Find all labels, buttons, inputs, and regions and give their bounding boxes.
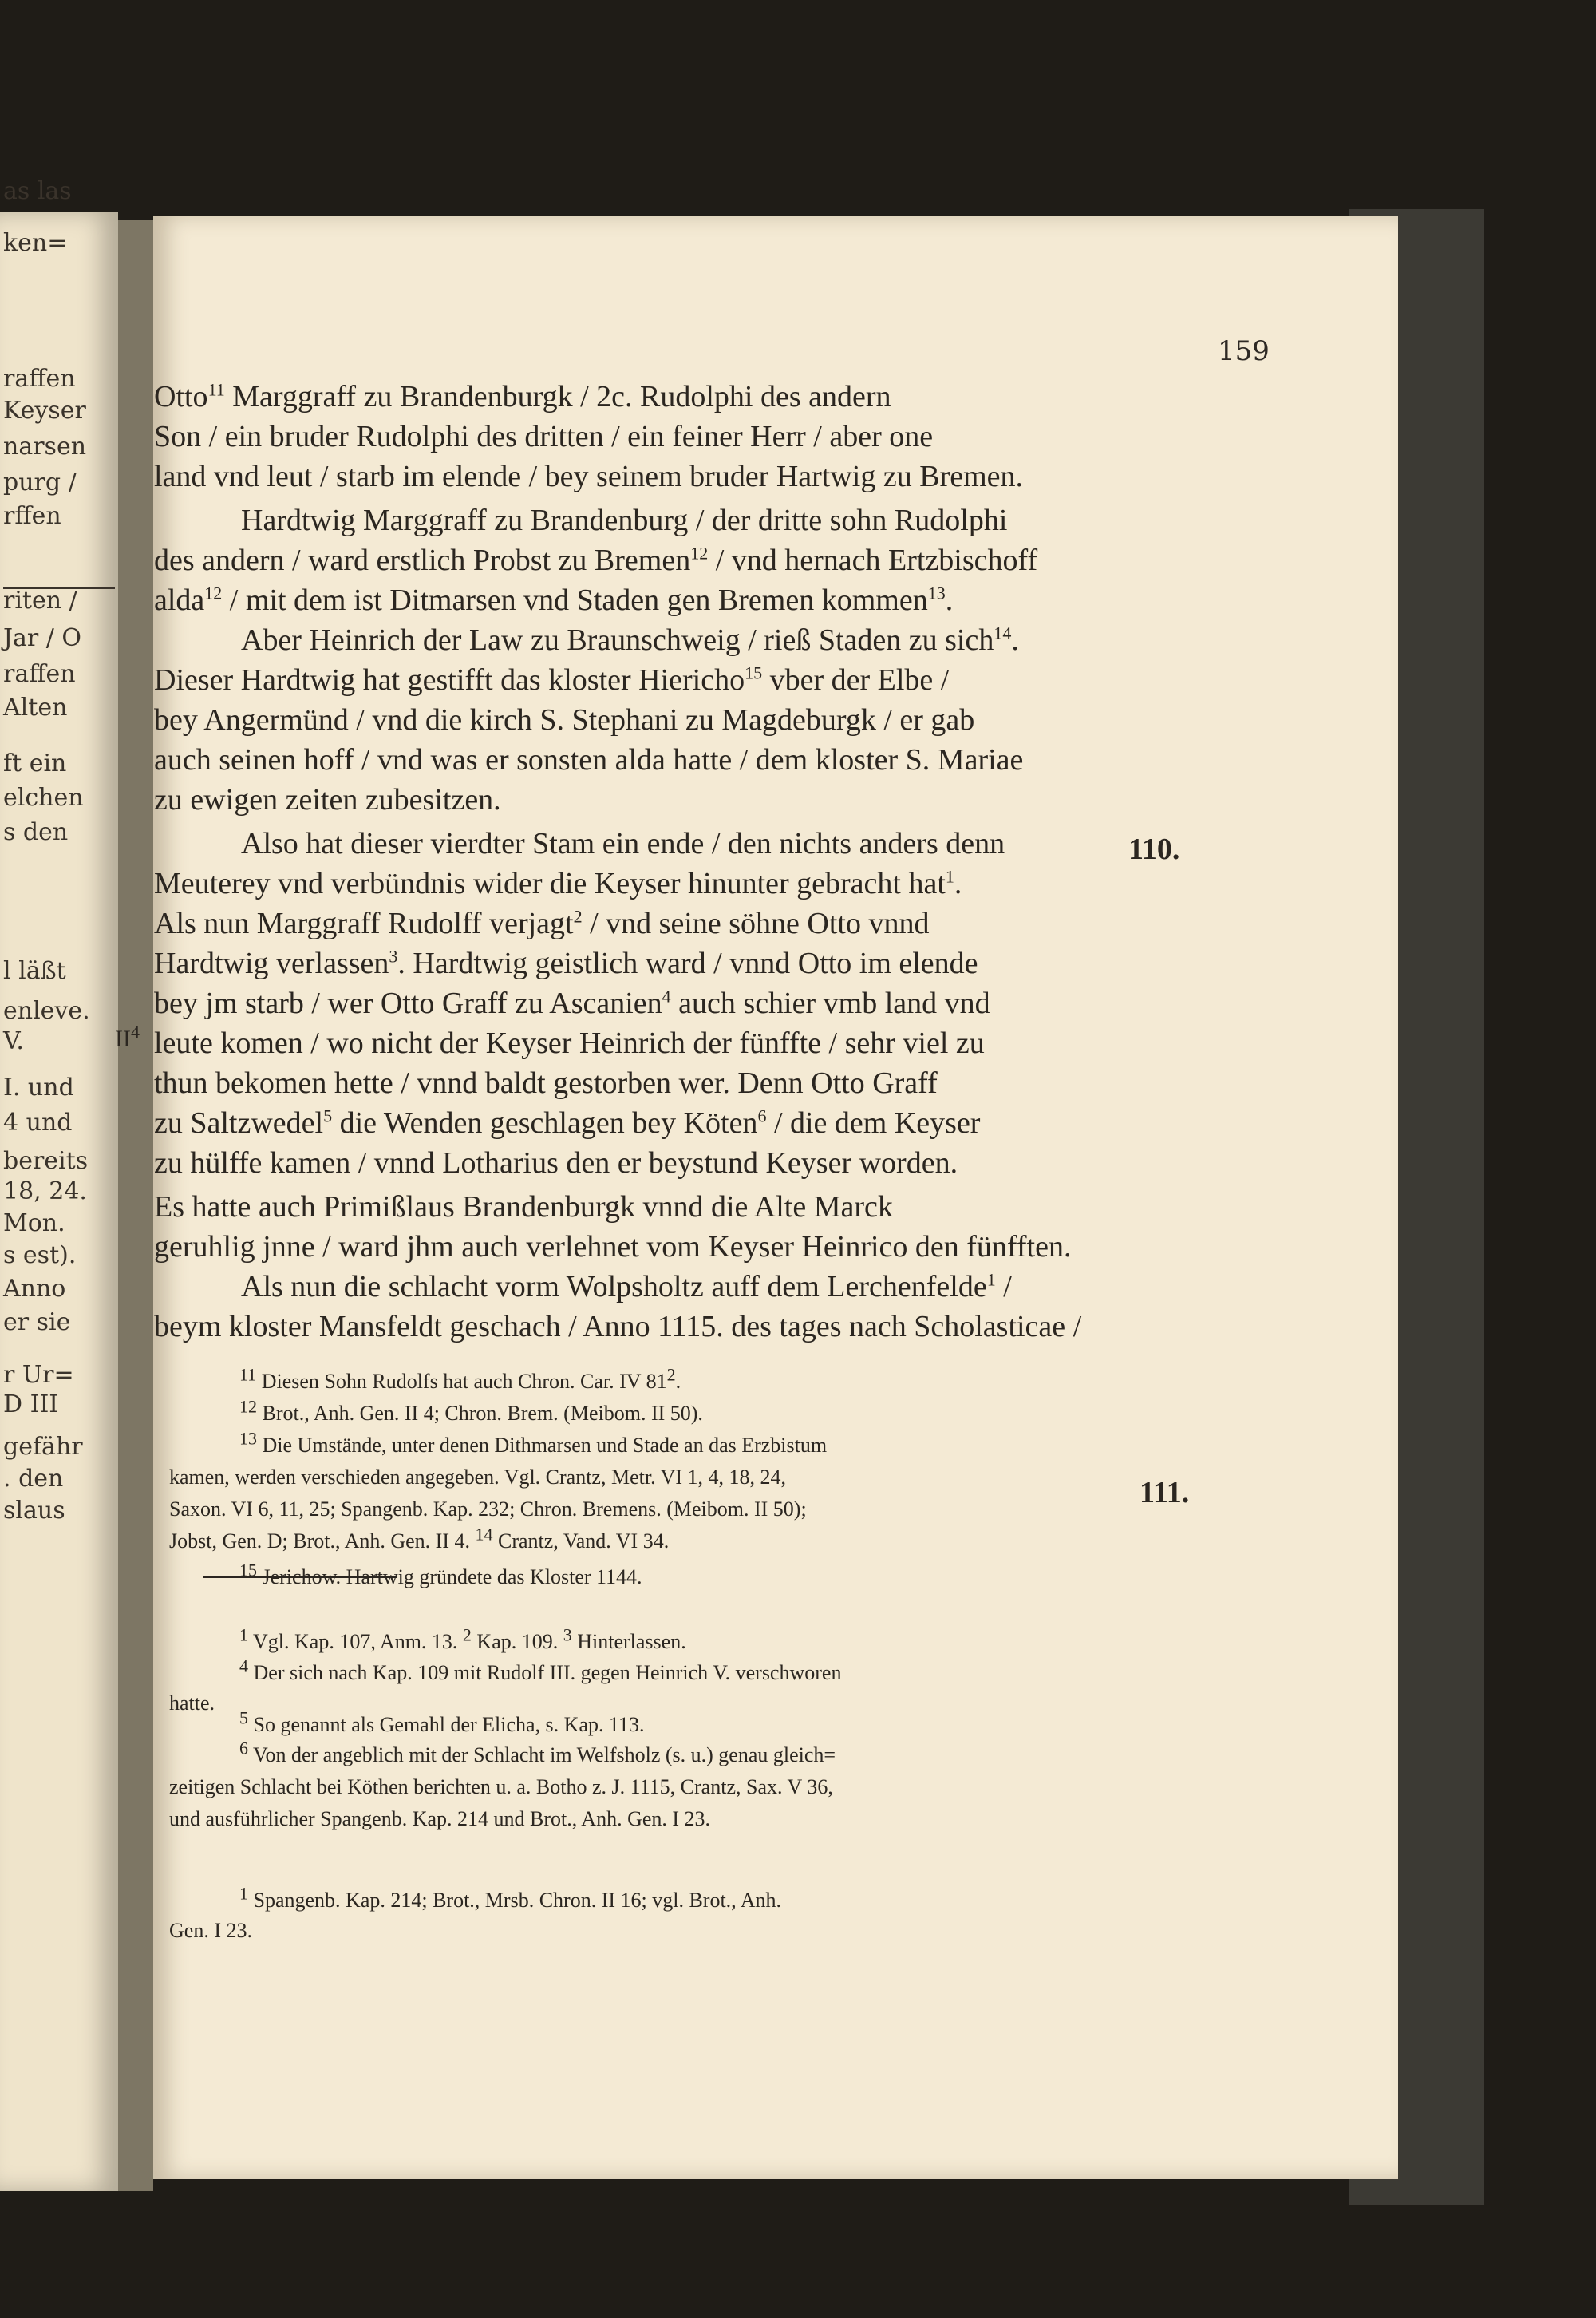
left-page-fragment: Anno [3, 1275, 66, 1303]
superscript-ref: 15 [745, 663, 763, 683]
body-line: Es hatte auch Primißlaus Brandenburgk vnnd die Alte Marck [154, 1190, 893, 1224]
superscript-ref: 6 [239, 1738, 248, 1758]
left-page-fragment: 4 und [3, 1109, 73, 1137]
body-line: Als nun die schlacht vorm Wolpsholtz auff dem Lerchenfelde$^1$ / [241, 1269, 1012, 1303]
body-line: Meuterey vnd verbündnis wider die Keyser hinunter gebracht hat$^1$. [154, 866, 962, 900]
body-line: zu hülffe kamen / vnnd Lotharius den er beystund Keyser worden. [154, 1146, 958, 1180]
body-line: zu ewigen zeiten zubesitzen. [154, 783, 501, 817]
superscript-ref: 1 [945, 866, 954, 887]
footnote-line: zeitigen Schlacht bei Köthen berichten u. a. Botho z. J. 1115, Crantz, Sax. V 36, [169, 1775, 833, 1798]
margin-number-111: 111. [1140, 1476, 1190, 1509]
left-page-fragment: r Ur= [3, 1361, 74, 1389]
left-page-fragment: bereits [3, 1147, 89, 1175]
page-number: 159 [1218, 335, 1270, 367]
body-line: Hardtwig verlassen$^3$. Hardtwig geistlich ward / vnnd Otto im elende [154, 946, 978, 980]
body-line: land vnd leut / starb im elende / bey seinem bruder Hartwig zu Bremen. [154, 460, 1024, 493]
left-page-fragment: gefähr [3, 1433, 83, 1461]
footnote-line: hatte. [169, 1691, 215, 1715]
left-page-fragment: elchen [3, 784, 84, 812]
left-page-fragment: rffen [3, 502, 61, 530]
left-page-fragment: Keyser [3, 397, 86, 425]
footnote-line: $^4$ Der sich nach Kap. 109 mit Rudolf III. gegen Heinrich V. verschworen [239, 1655, 842, 1684]
page [115, 216, 1398, 2179]
left-margin-note-text: II [115, 1026, 131, 1052]
book-gutter [118, 220, 153, 2191]
body-line: Son / ein bruder Rudolphi des dritten / ein feiner Herr / aber one [154, 420, 934, 453]
superscript-ref: 2 [666, 1364, 676, 1385]
left-page-fragment: . den [3, 1465, 64, 1493]
superscript-ref: 11 [207, 379, 225, 400]
left-page-fragment: I. und [3, 1074, 74, 1102]
footnote-line: kamen, werden verschieden angegeben. Vgl. Crantz, Metr. VI 1, 4, 18, 24, [169, 1466, 787, 1489]
footnote-line: $^1$ Vgl. Kap. 107, Anm. 13. $^2$ Kap. 109. $^3$ Hinterlassen. [239, 1624, 686, 1653]
superscript-ref: 3 [389, 946, 398, 967]
margin-number-110: 110. [1128, 833, 1180, 866]
body-line: Hardtwig Marggraff zu Brandenburg / der dritte sohn Rudolphi [241, 504, 1008, 537]
body-line: Also hat dieser vierdter Stam ein ende / den nichts anders denn [241, 827, 1005, 860]
body-line: Aber Heinrich der Law zu Braunschweig / rieß Staden zu sich$^{14}$. [241, 623, 1019, 657]
footnote-line: $^6$ Von der angeblich mit der Schlacht im Welfsholz (s. u.) genau gleich= [239, 1738, 836, 1766]
body-line: Als nun Marggraff Rudolff verjagt$^2$ / vnd seine söhne Otto vnnd [154, 906, 930, 940]
superscript-ref: 15 [239, 1560, 257, 1580]
superscript-ref: 6 [757, 1106, 767, 1126]
left-page-fragment: raffen [3, 365, 76, 393]
body-line: Otto$^{11}$ Marggraff zu Brandenburgk / 2c. Rudolphi des andern [154, 379, 891, 413]
left-page-edge [0, 177, 118, 2191]
left-page-fragment: s den [3, 818, 69, 846]
superscript-ref: 13 [239, 1428, 257, 1449]
left-page-fragment: Mon. [3, 1209, 65, 1237]
left-page-fragment: V. [3, 1027, 24, 1055]
superscript-ref: 1 [239, 1883, 248, 1904]
superscript-ref: 4 [662, 986, 671, 1007]
superscript-ref: 3 [563, 1624, 572, 1645]
left-page-fragment: enleve. [3, 997, 90, 1025]
left-margin-note [115, 1022, 140, 1053]
left-page-fragment: er sie [3, 1308, 71, 1336]
left-page-fragment: ken= [3, 229, 68, 257]
left-page-fragment: l läßt [3, 957, 66, 985]
superscript-ref: 14 [475, 1524, 493, 1545]
body-line: zu Saltzwedel$^5$ die Wenden geschlagen bey Köten$^6$ / die dem Keyser [154, 1106, 981, 1140]
left-page-fragment: slaus [3, 1497, 65, 1525]
body-line: bey jm starb / wer Otto Graff zu Ascanien$^4$ auch schier vmb land vnd [154, 986, 990, 1020]
left-page-fragment: riten / [3, 587, 77, 615]
superscript-ref: 1 [239, 1624, 248, 1645]
superscript-ref: 5 [323, 1106, 333, 1126]
footnote-line: $^5$ So genannt als Gemahl der Elicha, s. Kap. 113. [239, 1707, 645, 1736]
superscript-ref: 12 [690, 543, 709, 564]
superscript-ref: 4 [239, 1655, 248, 1676]
left-page-fragment: Jar / O [3, 624, 82, 652]
body-line: thun bekomen hette / vnnd baldt gestorben wer. Denn Otto Graff [154, 1066, 938, 1100]
superscript-ref: 12 [204, 583, 223, 603]
superscript-ref: 13 [927, 583, 946, 603]
left-page-fragment: narsen [3, 433, 87, 461]
footnote-line: $^{11}$ Diesen Sohn Rudolfs hat auch Chron. Car. IV $81^2$. [239, 1364, 681, 1393]
superscript-ref: 5 [239, 1707, 248, 1728]
superscript-ref: 2 [462, 1624, 472, 1645]
body-line: auch seinen hoff / vnd was er sonsten alda hatte / dem kloster S. Mariae [154, 743, 1024, 777]
left-page-fragment: 18, 24. [3, 1177, 87, 1205]
footnote-line: Saxon. VI 6, 11, 25; Spangenb. Kap. 232; Chron. Bremens. (Meibom. II 50); [169, 1497, 807, 1521]
left-page-fragment: D III [3, 1390, 59, 1418]
footnote-line: $^1$ Spangenb. Kap. 214; Brot., Mrsb. Chron. II 16; vgl. Brot., Anh. [239, 1883, 782, 1912]
superscript-ref: 11 [239, 1364, 257, 1385]
superscript-ref: 1 [986, 1269, 996, 1290]
footnote-line: $^{13}$ Die Umstände, unter denen Dithmarsen und Stade an das Erzbistum [239, 1428, 828, 1457]
body-line: leute komen / wo nicht der Keyser Heinrich der fünffte / sehr viel zu [154, 1026, 985, 1060]
superscript-ref: 2 [573, 906, 583, 927]
left-page-fragment: purg / [3, 469, 77, 496]
footnote-line: Gen. I 23. [169, 1919, 252, 1942]
left-page-fragment: Alten [3, 694, 68, 722]
footnote-line: und ausführlicher Spangenb. Kap. 214 und Brot., Anh. Gen. I 23. [169, 1807, 711, 1830]
body-line: geruhlig jnne / ward jhm auch verlehnet vom Keyser Heinrico den fünfften. [154, 1230, 1072, 1264]
superscript-ref: 14 [994, 623, 1012, 643]
body-line: beym kloster Mansfeldt geschach / Anno 1115. des tages nach Scholasticae / [154, 1310, 1082, 1343]
body-line: alda$^{12}$ / mit dem ist Ditmarsen vnd Staden gen Bremen kommen$^{13}$. [154, 583, 954, 617]
superscript-ref: 12 [239, 1396, 257, 1417]
body-line: Dieser Hardtwig hat gestifft das kloster Hiericho$^{15}$ vber der Elbe / [154, 663, 950, 697]
left-margin-note-sup: 4 [130, 1022, 140, 1042]
left-page-fragment: ft ein [3, 750, 67, 777]
footnote-line: Jobst, Gen. D; Brot., Anh. Gen. II 4. $^{14}$ Crantz, Vand. VI 34. [169, 1524, 670, 1553]
left-page-fragment: raffen [3, 660, 76, 688]
body-line: bey Angermünd / vnd die kirch S. Stephani zu Magdeburgk / er gab [154, 703, 975, 737]
footnote-line: $^{15}$ Jerichow. Hartwig gründete das Kloster 1144. [239, 1560, 642, 1588]
left-page-fragment: as las [3, 177, 72, 205]
body-line: des andern / ward erstlich Probst zu Bremen$^{12}$ / vnd hernach Ertzbischoff [154, 543, 1038, 577]
footnote-line: $^{12}$ Brot., Anh. Gen. II 4; Chron. Brem. (Meibom. II 50). [239, 1396, 703, 1425]
left-page-fragment: s est). [3, 1241, 77, 1269]
